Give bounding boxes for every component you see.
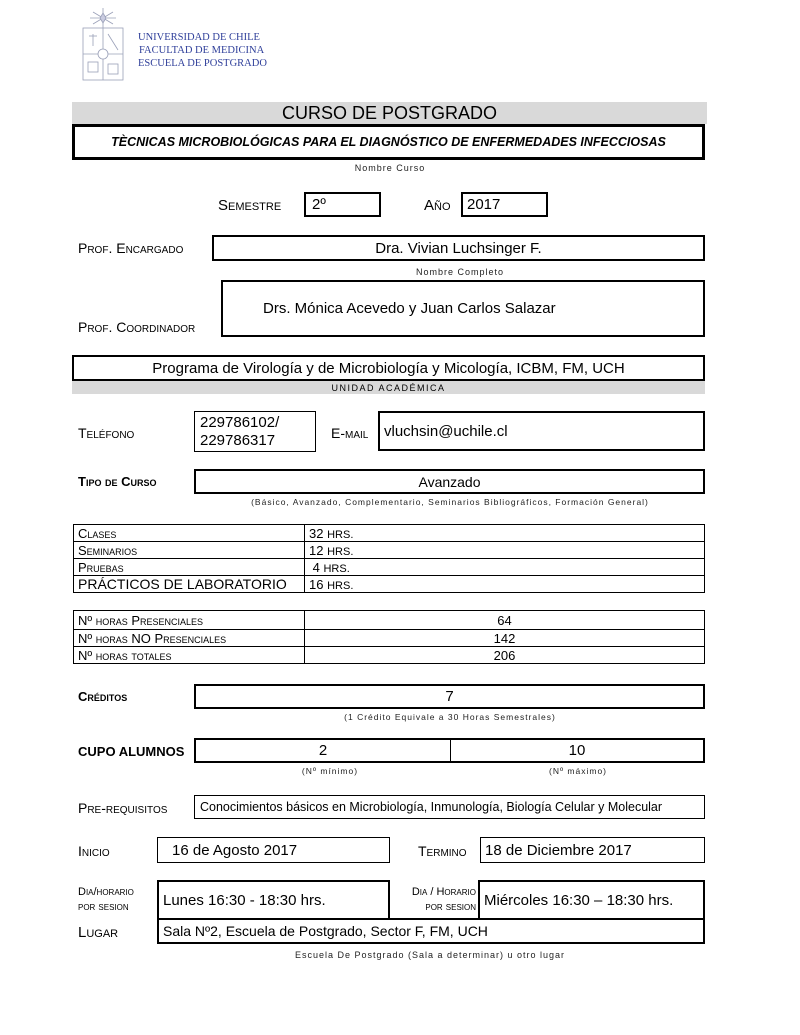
lugar-value: Sala Nº2, Escuela de Postgrado, Sector F, FM, UCH: [163, 923, 488, 939]
prof-coordinador-value: Drs. Mónica Acevedo y Juan Carlos Salazar: [263, 300, 556, 317]
telefono-label: Teléfono: [78, 425, 135, 441]
activity-hours[interactable]: [305, 542, 705, 559]
prof-coordinador-field[interactable]: [221, 280, 705, 337]
activity-label: Clases: [74, 525, 305, 542]
year-field[interactable]: [461, 192, 548, 217]
hours-unit: HRS.: [327, 579, 354, 592]
cupo-min-field[interactable]: [196, 740, 451, 761]
cupo-min-value: 2: [318, 742, 328, 759]
hours-summary-value[interactable]: 64: [305, 611, 705, 630]
inicio-value: 16 de Agosto 2017: [172, 841, 298, 859]
university-coat-of-arms-icon: [78, 6, 128, 82]
activity-hours[interactable]: [305, 576, 705, 593]
unidad-academica-caption-bar: [72, 381, 705, 394]
cupo-max-field[interactable]: [451, 740, 703, 761]
tipo-curso-value: Avanzado: [418, 473, 481, 490]
activity-label: Pruebas: [74, 559, 305, 576]
hours-value: 32: [309, 525, 324, 541]
hours-value: 4: [309, 559, 320, 575]
table-row: [74, 542, 705, 559]
horario1-label: [78, 885, 134, 915]
hours-summary-table: [73, 610, 705, 664]
termino-value: 18 de Diciembre 2017: [485, 841, 632, 859]
hours-summary-value[interactable]: 206: [305, 647, 705, 664]
hours-unit: HRS.: [327, 545, 354, 558]
termino-field[interactable]: [480, 837, 705, 863]
cupo-max-caption: (Nº máximo): [548, 766, 608, 776]
horario2-field[interactable]: [478, 880, 705, 920]
semester-value: 2º: [312, 196, 326, 213]
activities-table: [73, 524, 705, 593]
email-field[interactable]: [378, 411, 705, 451]
prof-encargado-value: Dra. Vivian Luchsinger F.: [375, 239, 542, 257]
course-name-field[interactable]: [72, 124, 705, 160]
hours-unit: HRS.: [327, 528, 354, 541]
hours-value: 12: [309, 542, 324, 558]
creditos-field[interactable]: [194, 684, 705, 709]
telefono-field[interactable]: [194, 411, 316, 452]
page-title-bar: [72, 102, 707, 124]
horario2-label-line1: Dia / Horario: [411, 886, 476, 898]
table-row: [74, 630, 705, 647]
prerequisitos-field[interactable]: [194, 795, 705, 819]
prof-encargado-field[interactable]: [212, 235, 705, 261]
hours-summary-label: Nº horas NO Presenciales: [74, 630, 305, 647]
prerequisitos-value: Conocimientos básicos en Microbiología, Inmunología, Biología Celular y Molecular: [200, 800, 663, 814]
course-name-value: TÈCNICAS MICROBIOLÓGICAS PARA EL DIAGNÓSTICO DE ENFERMEDADES INFECCIOSAS: [111, 135, 666, 149]
prerequisitos-label: Pre-requisitos: [78, 800, 168, 816]
activity-hours[interactable]: [305, 525, 705, 542]
horario1-label-line1: Dia/horario: [78, 886, 134, 898]
unidad-academica-caption: UNIDAD ACADÉMICA: [331, 382, 446, 393]
cupo-alumnos-field: [194, 738, 705, 763]
creditos-label: Créditos: [78, 689, 128, 704]
cupo-alumnos-label: CUPO ALUMNOS: [78, 744, 185, 759]
email-label: E-mail: [331, 425, 369, 441]
horario1-field[interactable]: [157, 880, 390, 920]
unidad-academica-value: Programa de Virología y de Microbiología y Micología, ICBM, FM, UCH: [152, 359, 625, 377]
table-row: [74, 559, 705, 576]
year-label: Año: [424, 197, 451, 214]
telefono-line2: 229786317: [200, 432, 276, 449]
table-row: [74, 576, 705, 593]
semester-label: Semestre: [218, 197, 282, 214]
cupo-max-value: 10: [568, 742, 586, 759]
year-value: 2017: [467, 196, 501, 213]
horario1-label-line2: por sesion: [78, 901, 129, 913]
course-name-caption: Nombre Curso: [354, 163, 426, 173]
table-row: [74, 611, 705, 630]
hours-summary-value[interactable]: 142: [305, 630, 705, 647]
semester-field[interactable]: [304, 192, 381, 217]
inicio-field[interactable]: [157, 837, 390, 863]
prof-encargado-label: Prof. Encargado: [78, 240, 184, 256]
horario1-value: Lunes 16:30 - 18:30 hrs.: [163, 891, 326, 909]
prof-coordinador-label: Prof. Coordinador: [78, 319, 196, 335]
cupo-min-caption: (Nº mínimo): [301, 766, 359, 776]
tipo-curso-label: Tipo de Curso: [78, 474, 157, 489]
telefono-line1: 229786102/: [200, 414, 280, 431]
horario2-label-line2: por sesion: [425, 901, 476, 913]
school-name: ESCUELA DE POSTGRADO: [138, 58, 267, 69]
hours-value: 16: [309, 576, 324, 592]
hours-unit: HRS.: [323, 562, 350, 575]
hours-summary-label: Nº horas totales: [74, 647, 305, 664]
nombre-completo-caption: Nombre Completo: [415, 267, 505, 277]
activity-hours[interactable]: [305, 559, 705, 576]
hours-summary-label: Nº horas Presenciales: [74, 611, 305, 630]
unidad-academica-field[interactable]: [72, 355, 705, 381]
creditos-value: 7: [445, 688, 454, 705]
university-name: UNIVERSIDAD DE CHILE: [138, 32, 260, 43]
inicio-label: Inicio: [78, 843, 110, 859]
activity-label: PRÁCTICOS DE LABORATORIO: [74, 576, 305, 593]
tipo-curso-field[interactable]: [194, 469, 705, 494]
lugar-caption: Escuela De Postgrado (Sala a determinar) u otro lugar: [294, 950, 566, 960]
termino-label: Termino: [418, 843, 467, 859]
horario2-label: [390, 885, 478, 915]
horario2-value: Miércoles 16:30 – 18:30 hrs.: [484, 891, 674, 909]
email-value: vluchsin@uchile.cl: [384, 422, 508, 440]
activity-label: Seminarios: [74, 542, 305, 559]
page-title: CURSO DE POSTGRADO: [281, 102, 498, 123]
creditos-caption: (1 Crédito Equivale a 30 Horas Semestrales): [344, 712, 556, 722]
faculty-name: FACULTAD DE MEDICINA: [139, 45, 265, 56]
table-row: [74, 525, 705, 542]
table-row: [74, 647, 705, 664]
lugar-label: Lugar: [78, 924, 119, 941]
tipo-curso-caption: (Básico, Avanzado, Complementario, Seminarios Bibliográficos, Formación General): [251, 497, 649, 507]
lugar-field[interactable]: [157, 918, 705, 944]
